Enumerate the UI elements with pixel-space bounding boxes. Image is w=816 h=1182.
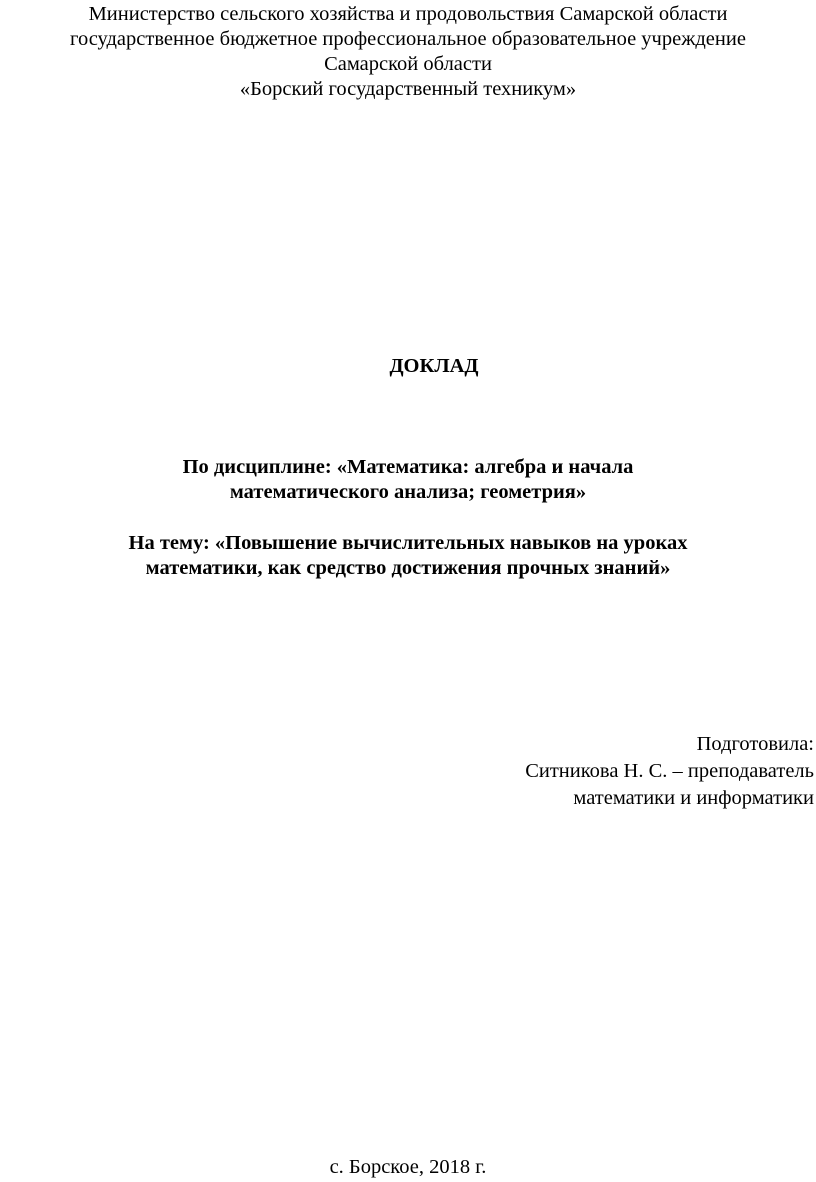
institution-header [0, 2, 816, 102]
topic-block [0, 531, 816, 581]
author-role: математики и информатики [573, 787, 814, 809]
ministry-line: Министерство сельского хозяйства и продовольствия Самарской области [88, 3, 728, 25]
discipline-block [0, 455, 816, 505]
report-title: ДОКЛАД [389, 355, 479, 377]
place-year: с. Борское, 2018 г. [329, 1156, 487, 1178]
author-name: Ситникова Н. С. – преподаватель [525, 760, 814, 782]
institution-name-line: «Борский государственный техникум» [239, 78, 577, 100]
region-line: Самарской области [324, 53, 492, 75]
prepared-by-label: Подготовила: [696, 733, 814, 755]
topic-line-2: математики, как средство достижения прочных знаний» [145, 557, 671, 579]
discipline-line-1: По дисциплине: «Математика: алгебра и начала [182, 456, 634, 478]
topic-line-1: На тему: «Повышение вычислительных навыков на уроках [128, 532, 688, 554]
author-block [525, 731, 814, 812]
institution-type-line: государственное бюджетное профессиональное образовательное учреждение [70, 28, 746, 50]
discipline-line-2: математического анализа; геометрия» [229, 481, 587, 503]
